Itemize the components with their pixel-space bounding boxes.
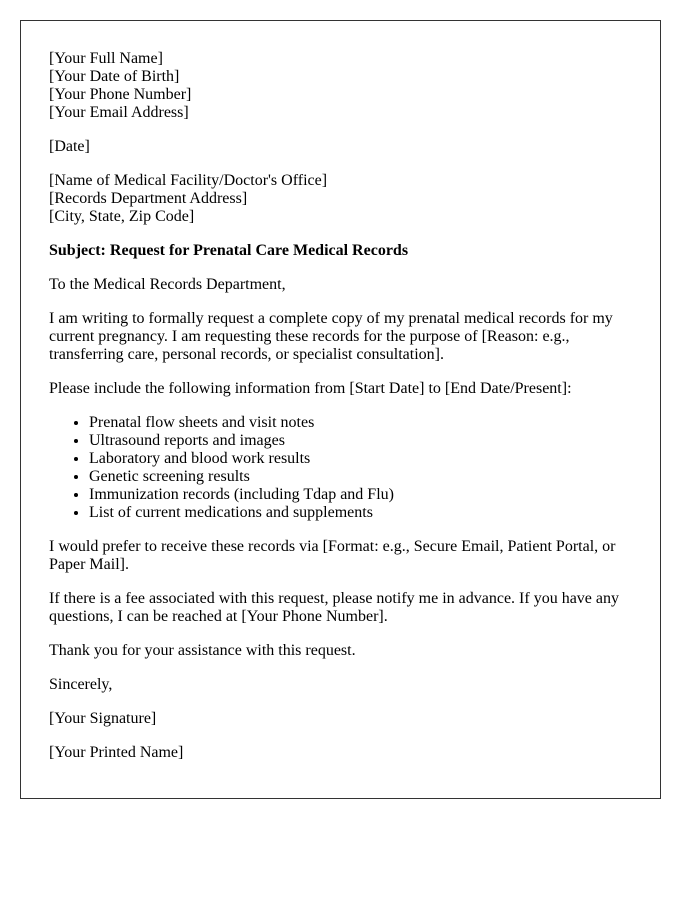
paragraph-fee: If there is a fee associated with this request, please notify me in advance. If you have any questions, I can be reached at [Your Phone Number]. bbox=[49, 590, 620, 625]
records-list bbox=[49, 414, 632, 522]
list-item: • List of current medications and supplements bbox=[89, 504, 632, 522]
recipient-facility: [Name of Medical Facility/Doctor's Office] bbox=[49, 172, 328, 189]
date: [Date] bbox=[49, 138, 90, 155]
list-item: • Prenatal flow sheets and visit notes bbox=[89, 414, 632, 432]
closing: Sincerely, bbox=[49, 676, 113, 693]
list-item: • Laboratory and blood work results bbox=[89, 450, 632, 468]
sender-block bbox=[49, 50, 632, 122]
sender-phone: [Your Phone Number] bbox=[49, 86, 192, 103]
sender-dob: [Your Date of Birth] bbox=[49, 68, 180, 85]
salutation: To the Medical Records Department, bbox=[49, 276, 286, 293]
list-item: • Genetic screening results bbox=[89, 468, 632, 486]
recipient-address: [Records Department Address] bbox=[49, 190, 248, 207]
sender-email: [Your Email Address] bbox=[49, 104, 189, 121]
printed-name: [Your Printed Name] bbox=[49, 744, 184, 761]
paragraph-thanks: Thank you for your assistance with this request. bbox=[49, 642, 356, 659]
sender-name: [Your Full Name] bbox=[49, 50, 163, 67]
signature: [Your Signature] bbox=[49, 710, 157, 727]
recipient-block bbox=[49, 172, 632, 226]
recipient-city: [City, State, Zip Code] bbox=[49, 208, 195, 225]
letter bbox=[20, 20, 661, 799]
paragraph-date-range: Please include the following information from [Start Date] to [End Date/Present]: bbox=[49, 380, 572, 397]
paragraph-purpose: I am writing to formally request a complete copy of my prenatal medical records for my current pregnancy. I am requesting these records for the purpose of [Reason: e.g., transferring care, personal records, or specialist consultation]. bbox=[49, 310, 613, 363]
list-item: • Immunization records (including Tdap and Flu) bbox=[89, 486, 632, 504]
paragraph-format: I would prefer to receive these records via [Format: e.g., Secure Email, Patient Portal, or Paper Mail]. bbox=[49, 538, 616, 573]
list-item: • Ultrasound reports and images bbox=[89, 432, 632, 450]
subject-line: Subject: Request for Prenatal Care Medical Records bbox=[49, 242, 409, 259]
